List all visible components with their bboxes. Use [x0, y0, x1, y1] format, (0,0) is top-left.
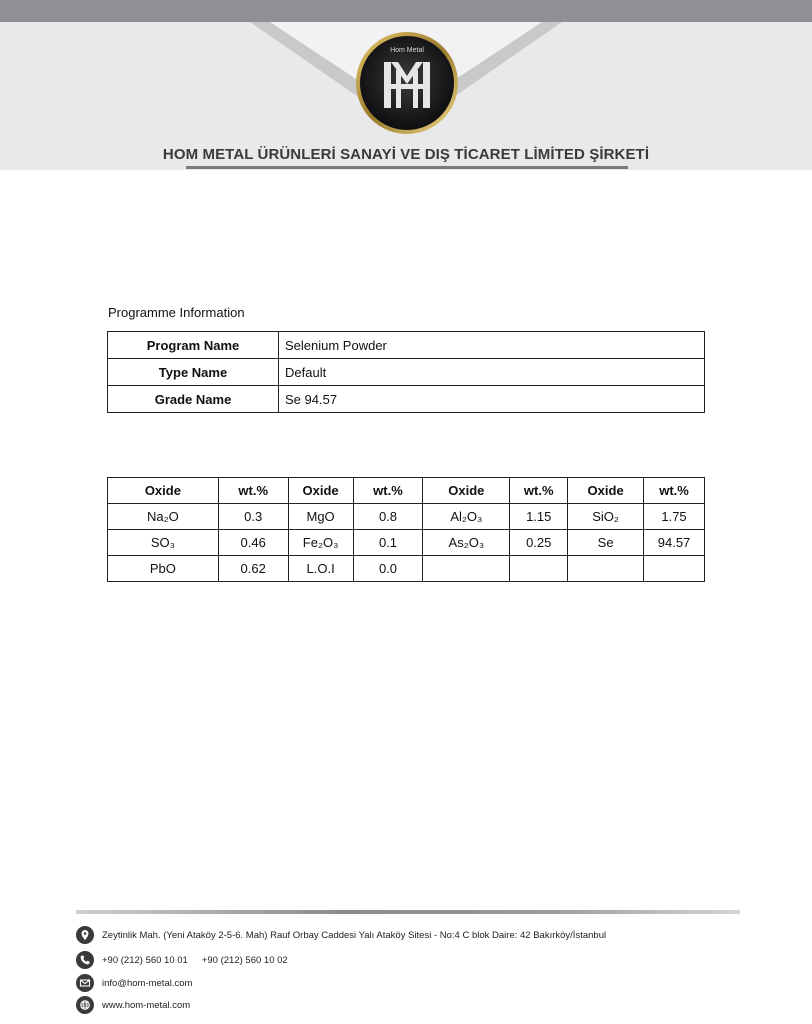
table-cell: 1.75 — [644, 504, 705, 530]
email-icon — [76, 974, 94, 992]
programme-section-title: Programme Information — [108, 305, 245, 320]
table-cell: PbO — [108, 556, 219, 582]
table-cell — [423, 556, 510, 582]
table-header-row — [108, 478, 705, 504]
footer-website-row — [76, 995, 190, 1015]
footer-phone-1[interactable]: +90 (212) 560 10 01 — [102, 954, 188, 966]
table-cell: SiO₂ — [568, 504, 644, 530]
table-row — [108, 386, 705, 413]
header-divider — [186, 166, 628, 169]
header-cell: Oxide — [108, 478, 219, 504]
table-row — [108, 556, 705, 582]
table-cell — [644, 556, 705, 582]
programme-info-table — [107, 331, 705, 413]
table-cell: 0.62 — [218, 556, 288, 582]
phone-icon — [76, 951, 94, 969]
table-cell: 0.8 — [353, 504, 423, 530]
table-cell: Se — [568, 530, 644, 556]
header-cell: wt.% — [218, 478, 288, 504]
program-name-label: Program Name — [108, 332, 279, 359]
hm-monogram-logo — [354, 30, 460, 136]
table-cell: Al₂O₃ — [423, 504, 510, 530]
logo-text: Hom Metal — [390, 47, 424, 54]
table-row — [108, 530, 705, 556]
footer-divider — [76, 910, 740, 914]
globe-icon — [76, 996, 94, 1014]
oxide-composition-table — [107, 477, 705, 582]
table-cell: 0.46 — [218, 530, 288, 556]
footer-email-row — [76, 973, 192, 993]
grade-name-label: Grade Name — [108, 386, 279, 413]
table-row — [108, 504, 705, 530]
type-name-value: Default — [279, 359, 705, 386]
header-cell: wt.% — [510, 478, 568, 504]
type-name-label: Type Name — [108, 359, 279, 386]
table-cell: 0.0 — [353, 556, 423, 582]
table-cell: 94.57 — [644, 530, 705, 556]
header-cell: wt.% — [644, 478, 705, 504]
table-cell — [510, 556, 568, 582]
header-cell: Oxide — [423, 478, 510, 504]
table-cell: L.O.I — [288, 556, 353, 582]
footer-website[interactable]: www.hom-metal.com — [102, 999, 191, 1011]
table-row — [108, 359, 705, 386]
header-cell: wt.% — [353, 478, 423, 504]
table-cell: 0.3 — [218, 504, 288, 530]
footer-phone-row — [76, 950, 288, 970]
table-cell — [568, 556, 644, 582]
table-cell: 1.15 — [510, 504, 568, 530]
grade-name-value: Se 94.57 — [279, 386, 705, 413]
table-cell: Fe₂O₃ — [288, 530, 353, 556]
table-cell: As₂O₃ — [423, 530, 510, 556]
program-name-value: Selenium Powder — [279, 332, 705, 359]
header-cell: Oxide — [568, 478, 644, 504]
footer-address-row — [76, 925, 606, 945]
footer-phone-2[interactable]: +90 (212) 560 10 02 — [201, 954, 288, 966]
table-cell: 0.1 — [353, 530, 423, 556]
header-cell: Oxide — [288, 478, 353, 504]
location-icon — [76, 926, 94, 944]
company-name: HOM METAL ÜRÜNLERİ SANAYİ VE DIŞ TİCARET LİMİTED ŞİRKETİ — [162, 146, 650, 163]
table-cell: SO₃ — [108, 530, 219, 556]
table-cell: Na₂O — [108, 504, 219, 530]
table-cell: MgO — [288, 504, 353, 530]
table-cell: 0.25 — [510, 530, 568, 556]
footer-email[interactable]: info@hom-metal.com — [102, 977, 193, 989]
table-row — [108, 332, 705, 359]
footer-address: Zeytinlik Mah. (Yeni Ataköy 2-5-6. Mah) Rauf Orbay Caddesi Yalı Ataköy Sitesi - No:4 C blok Daire: 42 Bakırköy/İstanbul — [102, 929, 607, 941]
